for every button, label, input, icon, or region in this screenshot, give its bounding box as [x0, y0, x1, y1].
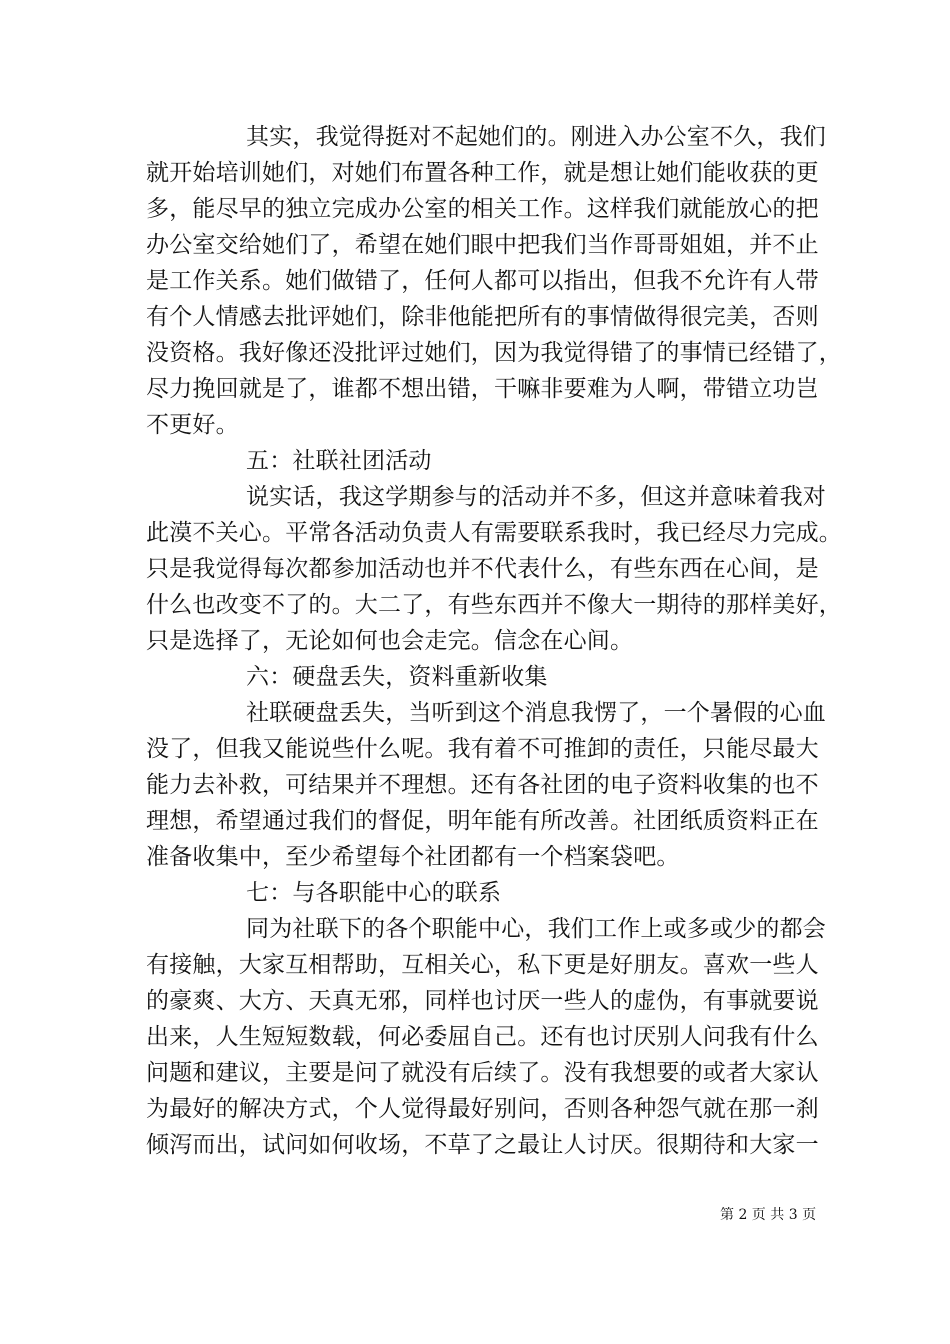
paragraph-line: 出来，人生短短数载，何必委屈自己。还有也讨厌别人问我有什么	[146, 1024, 819, 1050]
paragraph-line: 社联硬盘丢失，当听到这个消息我愣了，一个暑假的心血	[246, 700, 826, 726]
paragraph-line: 有接触，大家互相帮助，互相关心，私下更是好朋友。喜欢一些人	[146, 952, 819, 978]
paragraph-line: 准备收集中，至少希望每个社团都有一个档案袋吧。	[146, 844, 680, 870]
paragraph-line: 有个人情感去批评她们，除非他能把所有的事情做得很完美，否则	[146, 304, 819, 330]
paragraph-line: 就开始培训她们，对她们布置各种工作，就是想让她们能收获的更	[146, 160, 819, 186]
paragraph-line: 理想，希望通过我们的督促，明年能有所改善。社团纸质资料正在	[146, 808, 819, 834]
paragraph-line: 的豪爽、大方、天真无邪，同样也讨厌一些人的虚伪，有事就要说	[146, 988, 819, 1014]
paragraph-line: 能力去补救，可结果并不理想。还有各社团的电子资料收集的也不	[146, 772, 819, 798]
paragraph-line: 办公室交给她们了，希望在她们眼中把我们当作哥哥姐姐，并不止	[146, 232, 819, 258]
paragraph-line: 同为社联下的各个职能中心，我们工作上或多或少的都会	[246, 916, 826, 942]
paragraph-line: 不更好。	[146, 412, 239, 438]
paragraph-line: 其实，我觉得挺对不起她们的。刚进入办公室不久，我们	[246, 124, 826, 150]
paragraph-line: 没了，但我又能说些什么呢。我有着不可推卸的责任，只能尽最大	[146, 736, 819, 762]
section-heading: 七：与各职能中心的联系	[246, 880, 502, 906]
paragraph-line: 什么也改变不了的。大二了，有些东西并不像大一期待的那样美好，	[146, 592, 842, 618]
paragraph-line: 此漠不关心。平常各活动负责人有需要联系我时，我已经尽力完成。	[146, 520, 842, 546]
paragraph-line: 多，能尽早的独立完成办公室的相关工作。这样我们就能放心的把	[146, 196, 819, 222]
section-heading: 五：社联社团活动	[246, 448, 432, 474]
paragraph-line: 只是我觉得每次都参加活动也并不代表什么，有些东西在心间，是	[146, 556, 819, 582]
paragraph-line: 为最好的解决方式，个人觉得最好别问，否则各种怨气就在那一刹	[146, 1096, 819, 1122]
paragraph-line: 倾泻而出，试问如何收场，不草了之最让人讨厌。很期待和大家一	[146, 1132, 819, 1158]
paragraph-line: 说实话，我这学期参与的活动并不多，但这并意味着我对	[246, 484, 826, 510]
page-number-footer: 第 2 页 共 3 页	[720, 1207, 817, 1223]
paragraph-line: 只是选择了，无论如何也会走完。信念在心间。	[146, 628, 634, 654]
paragraph-line: 没资格。我好像还没批评过她们，因为我觉得错了的事情已经错了，	[146, 340, 842, 366]
paragraph-line: 是工作关系。她们做错了，任何人都可以指出，但我不允许有人带	[146, 268, 819, 294]
paragraph-line: 问题和建议，主要是问了就没有后续了。没有我想要的或者大家认	[146, 1060, 819, 1086]
section-heading: 六：硬盘丢失，资料重新收集	[246, 664, 548, 690]
paragraph-line: 尽力挽回就是了，谁都不想出错，干嘛非要难为人啊，带错立功岂	[146, 376, 819, 402]
